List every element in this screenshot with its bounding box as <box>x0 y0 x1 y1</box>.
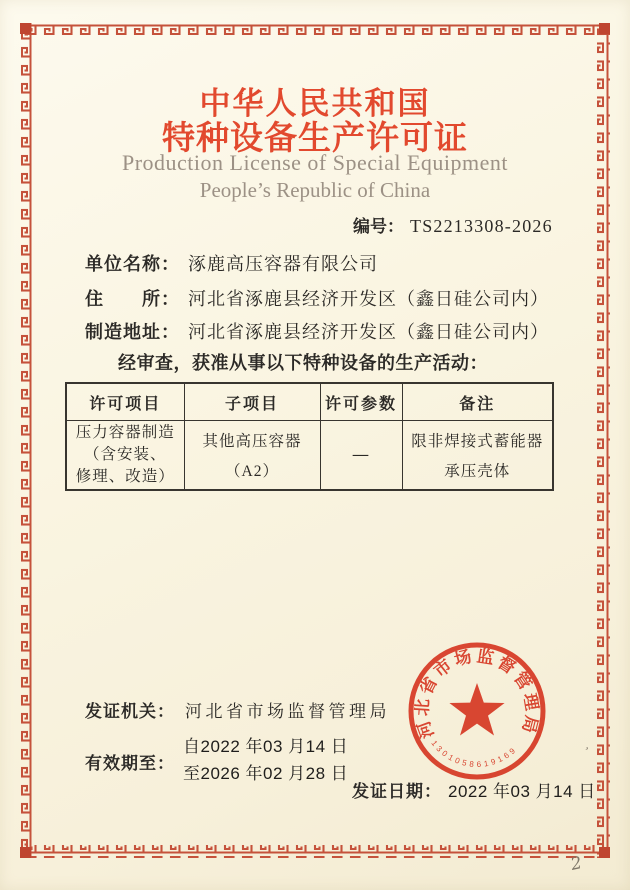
cell-line: 承压壳体 <box>444 463 511 480</box>
title-cn-line2: 特种设备生产许可证 <box>162 121 468 157</box>
registered-address-row <box>85 285 549 311</box>
title-en-line1: Production License of Special Equipment <box>121 150 509 175</box>
cell-line: 其他高压容器 <box>202 433 302 450</box>
manufacturing-address-value: 河北省涿鹿县经济开发区（鑫日硅公司内） <box>188 322 549 342</box>
issuer-label: 发证机关： <box>85 702 175 721</box>
issuer-row <box>85 697 390 722</box>
cell-line: （含安装、 <box>83 446 167 463</box>
border-top <box>20 23 610 36</box>
valid-from-line: 自2022 年03 月14 日 <box>183 737 349 756</box>
title-en-line2: People’s Republic of China <box>199 178 431 202</box>
border-corner <box>20 847 31 858</box>
official-seal <box>402 636 552 786</box>
validity-dates <box>183 733 348 787</box>
issuer-value: 河北省市场监督管理局 <box>185 702 390 721</box>
table-row <box>66 421 553 491</box>
cell-line: （A2） <box>225 463 279 480</box>
cell-sub-item <box>184 421 320 491</box>
cell-parameter: — <box>320 421 402 491</box>
validity-label: 有效期至： <box>85 754 175 773</box>
border-corner <box>599 847 610 858</box>
handwritten-page-number: 2 <box>569 853 584 875</box>
col-header-licensed-item: 许可项目 <box>66 383 184 421</box>
cell-line: 修理、改造） <box>75 468 175 485</box>
col-header-sub-item: 子项目 <box>184 383 320 421</box>
seal-star-icon <box>449 683 504 736</box>
border-corner <box>599 23 610 34</box>
col-header-remark: 备注 <box>402 383 553 421</box>
registered-address-value: 河北省涿鹿县经济开发区（鑫日硅公司内） <box>188 289 549 309</box>
license-number <box>353 212 553 237</box>
seal-arc-text: 河北省市场监督管理局 <box>412 646 542 741</box>
license-number-label: 编号： <box>353 217 404 236</box>
title-cn-line1: 中华人民共和国 <box>199 86 431 121</box>
cell-line: 压力容器制造 <box>75 424 175 441</box>
approval-note: 经审查，获准从事以下特种设备的生产活动： <box>118 353 488 373</box>
seal-code-text: 1301058619169 <box>429 738 517 770</box>
issue-date-label: 发证日期： <box>352 782 442 801</box>
registered-address-label: 住 所： <box>85 289 180 309</box>
border-bottom <box>20 845 610 858</box>
license-table <box>65 382 554 491</box>
company-name-value: 涿鹿高压容器有限公司 <box>188 254 378 274</box>
manufacturing-address-label: 制造地址： <box>85 322 180 342</box>
issue-date-value: 2022 年03 月14 日 <box>448 782 596 801</box>
stray-pen-mark: ’ <box>582 743 591 759</box>
table-header-row <box>66 383 553 421</box>
license-number-value: TS2213308-2026 <box>410 216 553 236</box>
col-header-parameter: 许可参数 <box>320 383 402 421</box>
company-name-label: 单位名称： <box>85 254 180 274</box>
manufacturing-address-row <box>85 318 549 344</box>
company-name-row <box>85 250 378 276</box>
cell-licensed-item <box>66 421 184 491</box>
cell-line: 限非焊接式蓄能器 <box>411 433 544 450</box>
cell-remark <box>402 421 553 491</box>
valid-to-line: 至2026 年02 月28 日 <box>183 764 349 783</box>
border-corner <box>20 23 31 34</box>
